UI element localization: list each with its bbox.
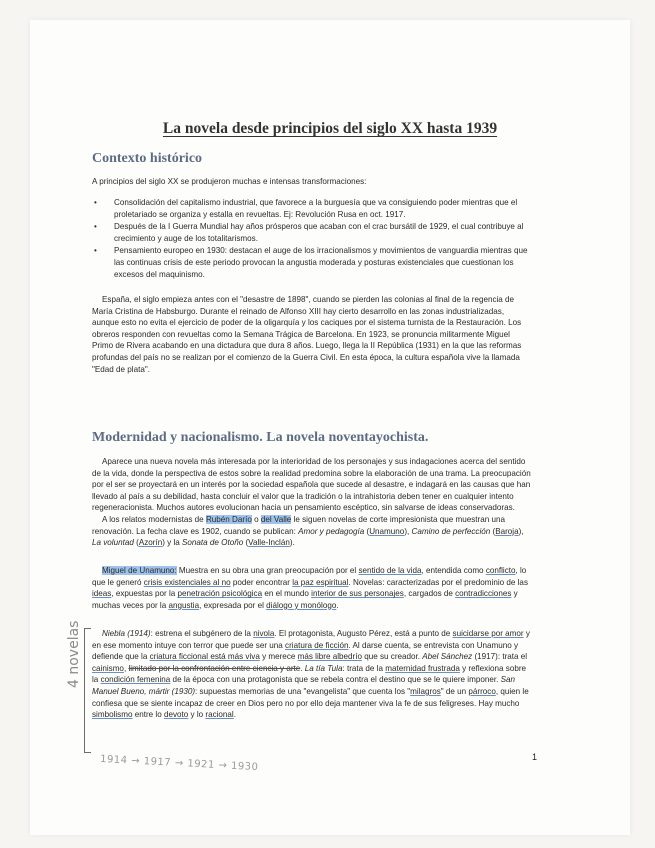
document-title: La novela desde principios del siglo XX hasta 1939	[162, 120, 498, 137]
paragraph-unamuno: Miguel de Unamuno: Muestra en su obra una gran preocupación por el sentido de la vida, entendida como conflicto, lo que le generó crisis existenciales al no poder encontrar la paz espiritual. Novelas: caracterizadas por el predominio de las ideas, expuestas por la penetración psicológica en el mundo interior de sus personajes, cargados de contradicciones y muchas veces por la angustia, expresada por el diálogo y monólogo.	[92, 566, 528, 610]
list-item: • Después de la I Guerra Mundial hay años prósperos que acaban con el crac bursátil de 1929, el cual contribuye al crecimiento y auge de los totalitarismos.	[92, 221, 532, 244]
highlight-ruben: Rubén Darío	[205, 515, 252, 524]
list-item: • Consolidación del capitalismo industrial, que favorece a la burguesía que va consiguiendo poder mientras que el proletariado se organiza y estalla en revueltas. Ej: Revolución Rusa en oct. 1917.	[92, 197, 532, 220]
paragraph-espana: España, el siglo empieza antes con el "desastre de 1898", cuando se pierden las colonias al final de la regencia de María Cristina de Habsburgo. Durante el reinado de Alfonso XIII hay cierto desarrollo en las zonas industrializadas, aunque esto no evita el ejercicio de poder de la oligarquía y los caciques por el sistema turnista de la Restauración. Los obreros responden con revueltas como la Semana Trágica de Barcelona. En 1923, se pronuncia militarmente Miguel Primo de Rivera acabando en una dictadura que dura 8 años. Luego, llega la II República (1931) en la que las reformas profundas del país no se realizan por el comienzo de la Guerra Civil. En esta época, la cultura española vive la llamada "Edad de plata".	[92, 295, 522, 374]
intro-text: A principios del siglo XX se produjeron muchas e intensas transformaciones:	[92, 177, 367, 186]
list-item: • Pensamiento europeo en 1930: destacan el auge de los irracionalismos y movimientos de vanguardia mientras que las continuas crisis de este periodo provocan la angustia moderada y posturas existenciales que cuestionan los excesos del maquinismo.	[92, 245, 532, 280]
section-heading-modernidad: Modernidad y nacionalismo. La novela noventayochista.	[92, 430, 429, 445]
handwritten-side-note: 4 novelas	[66, 620, 82, 688]
page-number: 1	[532, 752, 538, 762]
bullet-list	[92, 197, 532, 281]
paragraph-nueva-novela: Aparece una nueva novela más interesada por la interioridad de los personajes y sus indagaciones acerca del sentido de la vida, donde la perspectiva de estos sobre la realidad predomina sobre la elaboración de una trama. La preocupación por el ser se proyectará en un interés por la sociedad española que sucede al desastre, e indagará en las causas que han llevado al país a su debilidad, hasta concluir el valor que la tradición o la intrahistoria deben tener en cualquier intento regeneracionista. Muchos autores evolucionan hacia un pensamiento escéptico, sin salvarse de ideas conservadoras.	[92, 457, 531, 513]
highlight-unamuno: Miguel de Unamuno:	[102, 566, 177, 575]
section-heading-contexto: Contexto histórico	[92, 151, 203, 166]
handwritten-bottom-note: 1914 → 1917 → 1921 → 1930	[99, 753, 259, 774]
paragraph-relatos: A los relatos modernistas de Rubén Darío o del Valle le siguen novelas de corte impresionista que muestran una renovación. La fecha clave es 1902, cuando se publican: Amor y pedagogía (Unamuno), Camino de perfección (Baroja), La voluntad (Azorín) y la Sonata de Otoño (Valle-Inclán).	[92, 515, 524, 548]
paragraph-novelas-unamuno: Niebla (1914): estrena el subgénero de la nivola. El protagonista, Augusto Pérez, está a punto de suicidarse por amor y en ese momento intuye con terror que puede ser una criatura de ficción. Al darse cuenta, se entrevista con Unamuno y defiende que la criatura ficcional está más viva y merece más libre albedrío que su creador. Abel Sánchez (1917): trata el cainismo, limitado por la confrontación entre ciencia y arte. La tía Tula: trata de la maternidad frustrada y reflexiona sobre la condición femenina de la época con una protagonista que se rebela contra el destino que se le quiere imponer. San Manuel Bueno, mártir (1930): supuestas memorias de una "evangelista" que cuenta los "milagros" de un párroco, quien le confiesa que se siente incapaz de creer en Dios pero no por ello deja mantener viva la fe de sus feligreses. Hay mucho simbolismo entre lo devoto y lo racional.	[92, 629, 530, 720]
margin-bracket	[84, 628, 91, 753]
highlight-valle: del Valle	[260, 515, 292, 524]
